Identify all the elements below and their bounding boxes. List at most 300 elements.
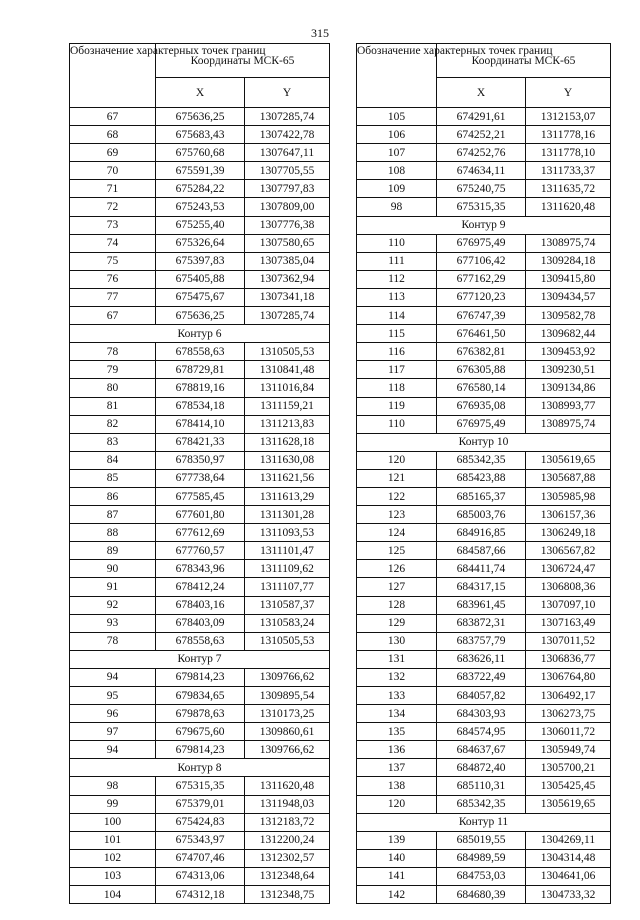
y-coordinate-cell: 1307163,49	[526, 614, 611, 632]
coordinates-header: Координаты МСК-65	[437, 44, 611, 78]
point-number-cell: 87	[70, 506, 156, 524]
x-coordinate-cell: 679834,65	[156, 687, 245, 705]
x-coordinate-cell: 685342,35	[437, 795, 526, 813]
y-coordinate-cell: 1308993,77	[526, 397, 611, 415]
x-coordinate-cell: 684680,39	[437, 886, 526, 904]
x-coordinate-cell: 675636,25	[156, 307, 245, 325]
table-body-left	[70, 108, 330, 904]
table-row	[70, 307, 330, 325]
x-coordinate-cell: 684057,82	[437, 687, 526, 705]
point-number-cell: 119	[357, 397, 437, 415]
contour-row	[70, 325, 330, 343]
x-coordinate-cell: 684753,03	[437, 867, 526, 885]
y-coordinate-cell: 1311948,03	[245, 795, 330, 813]
point-number-cell: 102	[70, 849, 156, 867]
table-row	[70, 234, 330, 252]
table-row	[70, 216, 330, 234]
table-row	[70, 813, 330, 831]
point-number-cell: 112	[357, 270, 437, 288]
y-coordinate-cell: 1311101,47	[245, 542, 330, 560]
point-number-cell: 128	[357, 596, 437, 614]
point-number-cell: 95	[70, 687, 156, 705]
y-coordinate-cell: 1306157,36	[526, 506, 611, 524]
x-coordinate-cell: 675424,83	[156, 813, 245, 831]
table-row	[357, 687, 611, 705]
y-coordinate-cell: 1307647,11	[245, 144, 330, 162]
point-designation-header: Обозначение характерных точек границ	[70, 44, 156, 108]
table-row	[357, 252, 611, 270]
point-number-cell: 107	[357, 144, 437, 162]
table-row	[357, 397, 611, 415]
y-coordinate-cell: 1309453,92	[526, 343, 611, 361]
point-number-cell: 117	[357, 361, 437, 379]
x-coordinate-cell: 674291,61	[437, 108, 526, 126]
y-coordinate-cell: 1311778,10	[526, 144, 611, 162]
y-coordinate-cell: 1309434,57	[526, 288, 611, 306]
x-coordinate-cell: 678403,16	[156, 596, 245, 614]
point-number-cell: 139	[357, 831, 437, 849]
contour-label: Контур 9	[357, 216, 611, 234]
x-coordinate-cell: 685110,31	[437, 777, 526, 795]
y-coordinate-cell: 1310583,24	[245, 614, 330, 632]
x-coordinate-cell: 676461,50	[437, 325, 526, 343]
table-row	[70, 560, 330, 578]
point-number-cell: 81	[70, 397, 156, 415]
point-number-cell: 67	[70, 307, 156, 325]
table-row	[357, 270, 611, 288]
y-coordinate-cell: 1311109,62	[245, 560, 330, 578]
x-column-header: X	[156, 78, 245, 108]
table-row	[357, 343, 611, 361]
y-coordinate-cell: 1311613,29	[245, 487, 330, 505]
table-row	[357, 379, 611, 397]
table-row	[70, 867, 330, 885]
table-row	[357, 867, 611, 885]
x-coordinate-cell: 684872,40	[437, 759, 526, 777]
point-number-cell: 116	[357, 343, 437, 361]
y-coordinate-cell: 1307776,38	[245, 216, 330, 234]
x-coordinate-cell: 675326,64	[156, 234, 245, 252]
table-row	[357, 126, 611, 144]
contour-label: Контур 6	[70, 325, 330, 343]
point-number-cell: 111	[357, 252, 437, 270]
x-coordinate-cell: 677120,23	[437, 288, 526, 306]
y-coordinate-cell: 1311016,84	[245, 379, 330, 397]
table-row	[70, 524, 330, 542]
y-coordinate-cell: 1307385,04	[245, 252, 330, 270]
y-column-header: Y	[245, 78, 330, 108]
x-coordinate-cell: 676747,39	[437, 307, 526, 325]
y-coordinate-cell: 1312348,75	[245, 886, 330, 904]
y-coordinate-cell: 1311093,53	[245, 524, 330, 542]
point-number-cell: 88	[70, 524, 156, 542]
y-coordinate-cell: 1312200,24	[245, 831, 330, 849]
contour-label: Контур 7	[70, 650, 330, 668]
table-row	[357, 849, 611, 867]
table-row	[357, 723, 611, 741]
y-coordinate-cell: 1305949,74	[526, 741, 611, 759]
y-coordinate-cell: 1307809,00	[245, 198, 330, 216]
point-number-cell: 78	[70, 632, 156, 650]
y-coordinate-cell: 1307341,18	[245, 288, 330, 306]
y-coordinate-cell: 1309230,51	[526, 361, 611, 379]
x-coordinate-cell: 676975,49	[437, 234, 526, 252]
table-row	[357, 886, 611, 904]
table-row	[357, 614, 611, 632]
point-number-cell: 125	[357, 542, 437, 560]
point-number-cell: 130	[357, 632, 437, 650]
table-row	[70, 469, 330, 487]
point-number-cell: 121	[357, 469, 437, 487]
coordinates-table-right	[356, 43, 611, 904]
table-row	[70, 831, 330, 849]
point-number-cell: 80	[70, 379, 156, 397]
point-number-cell: 92	[70, 596, 156, 614]
y-coordinate-cell: 1309766,62	[245, 668, 330, 686]
point-number-cell: 141	[357, 867, 437, 885]
table-row	[357, 108, 611, 126]
table-row	[70, 542, 330, 560]
table-row	[70, 886, 330, 904]
y-coordinate-cell: 1306249,18	[526, 524, 611, 542]
table-row	[357, 741, 611, 759]
x-coordinate-cell: 675243,53	[156, 198, 245, 216]
x-coordinate-cell: 678350,97	[156, 451, 245, 469]
x-coordinate-cell: 675683,43	[156, 126, 245, 144]
x-coordinate-cell: 683757,79	[437, 632, 526, 650]
point-number-cell: 97	[70, 723, 156, 741]
table-row	[70, 849, 330, 867]
point-number-cell: 113	[357, 288, 437, 306]
x-coordinate-cell: 684303,93	[437, 705, 526, 723]
x-coordinate-cell: 683872,31	[437, 614, 526, 632]
x-coordinate-cell: 675397,83	[156, 252, 245, 270]
y-coordinate-cell: 1311159,21	[245, 397, 330, 415]
point-number-cell: 131	[357, 650, 437, 668]
y-coordinate-cell: 1311301,28	[245, 506, 330, 524]
page-number: 315	[311, 26, 329, 40]
y-coordinate-cell: 1309582,78	[526, 307, 611, 325]
table-row	[357, 451, 611, 469]
y-coordinate-cell: 1304314,48	[526, 849, 611, 867]
y-coordinate-cell: 1307580,65	[245, 234, 330, 252]
point-number-cell: 138	[357, 777, 437, 795]
y-coordinate-cell: 1305700,21	[526, 759, 611, 777]
point-number-cell: 137	[357, 759, 437, 777]
x-coordinate-cell: 675255,40	[156, 216, 245, 234]
point-number-cell: 108	[357, 162, 437, 180]
point-number-cell: 109	[357, 180, 437, 198]
x-coordinate-cell: 679814,23	[156, 668, 245, 686]
y-coordinate-cell: 1307705,55	[245, 162, 330, 180]
y-coordinate-cell: 1310505,53	[245, 632, 330, 650]
x-coordinate-cell: 675405,88	[156, 270, 245, 288]
x-coordinate-cell: 679814,23	[156, 741, 245, 759]
table-row	[357, 469, 611, 487]
point-number-cell: 103	[70, 867, 156, 885]
x-coordinate-cell: 677601,80	[156, 506, 245, 524]
y-coordinate-cell: 1312183,72	[245, 813, 330, 831]
x-coordinate-cell: 674313,06	[156, 867, 245, 885]
table-row	[70, 397, 330, 415]
point-number-cell: 70	[70, 162, 156, 180]
point-number-cell: 136	[357, 741, 437, 759]
table-row	[70, 180, 330, 198]
y-coordinate-cell: 1306808,36	[526, 578, 611, 596]
point-number-cell: 132	[357, 668, 437, 686]
x-coordinate-cell: 675315,35	[156, 777, 245, 795]
x-coordinate-cell: 674707,46	[156, 849, 245, 867]
y-coordinate-cell: 1311621,56	[245, 469, 330, 487]
x-coordinate-cell: 674312,18	[156, 886, 245, 904]
table-row	[357, 705, 611, 723]
x-column-header: X	[437, 78, 526, 108]
y-coordinate-cell: 1305425,45	[526, 777, 611, 795]
y-coordinate-cell: 1304733,32	[526, 886, 611, 904]
table-body-right	[357, 108, 611, 904]
x-coordinate-cell: 675315,35	[437, 198, 526, 216]
table-row	[357, 325, 611, 343]
point-number-cell: 100	[70, 813, 156, 831]
x-coordinate-cell: 675760,68	[156, 144, 245, 162]
x-coordinate-cell: 684587,66	[437, 542, 526, 560]
table-row	[70, 361, 330, 379]
table-row	[70, 705, 330, 723]
table-row	[357, 759, 611, 777]
y-coordinate-cell: 1311620,48	[526, 198, 611, 216]
point-number-cell: 86	[70, 487, 156, 505]
point-number-cell: 127	[357, 578, 437, 596]
table-row	[70, 433, 330, 451]
x-coordinate-cell: 678343,96	[156, 560, 245, 578]
y-coordinate-cell: 1310173,25	[245, 705, 330, 723]
y-coordinate-cell: 1307011,52	[526, 632, 611, 650]
point-number-cell: 142	[357, 886, 437, 904]
table-row	[70, 451, 330, 469]
table-row	[70, 144, 330, 162]
y-coordinate-cell: 1307362,94	[245, 270, 330, 288]
x-coordinate-cell: 684317,15	[437, 578, 526, 596]
x-coordinate-cell: 677612,69	[156, 524, 245, 542]
table-row	[357, 795, 611, 813]
x-coordinate-cell: 683722,49	[437, 668, 526, 686]
point-number-cell: 69	[70, 144, 156, 162]
point-number-cell: 135	[357, 723, 437, 741]
point-number-cell: 94	[70, 741, 156, 759]
point-number-cell: 122	[357, 487, 437, 505]
x-coordinate-cell: 676935,08	[437, 397, 526, 415]
x-coordinate-cell: 679878,63	[156, 705, 245, 723]
x-coordinate-cell: 676975,49	[437, 415, 526, 433]
table-row	[357, 288, 611, 306]
point-number-cell: 77	[70, 288, 156, 306]
x-coordinate-cell: 684989,59	[437, 849, 526, 867]
table-row	[357, 524, 611, 542]
y-coordinate-cell: 1309682,44	[526, 325, 611, 343]
table-row	[70, 198, 330, 216]
y-coordinate-cell: 1312348,64	[245, 867, 330, 885]
y-coordinate-cell: 1308975,74	[526, 415, 611, 433]
y-coordinate-cell: 1305687,88	[526, 469, 611, 487]
table-row	[357, 415, 611, 433]
x-coordinate-cell: 676580,14	[437, 379, 526, 397]
y-coordinate-cell: 1304269,11	[526, 831, 611, 849]
x-coordinate-cell: 677162,29	[437, 270, 526, 288]
contour-row	[357, 433, 611, 451]
y-coordinate-cell: 1310505,53	[245, 343, 330, 361]
table-row	[357, 506, 611, 524]
y-coordinate-cell: 1309415,80	[526, 270, 611, 288]
y-coordinate-cell: 1306764,80	[526, 668, 611, 686]
contour-row	[357, 216, 611, 234]
point-number-cell: 82	[70, 415, 156, 433]
table-row	[357, 307, 611, 325]
point-number-cell: 67	[70, 108, 156, 126]
point-number-cell: 79	[70, 361, 156, 379]
table-row	[70, 415, 330, 433]
table-row	[70, 777, 330, 795]
y-coordinate-cell: 1311778,16	[526, 126, 611, 144]
table-row	[70, 126, 330, 144]
y-coordinate-cell: 1306492,17	[526, 687, 611, 705]
point-number-cell: 76	[70, 270, 156, 288]
table-row	[70, 252, 330, 270]
point-number-cell: 75	[70, 252, 156, 270]
x-coordinate-cell: 684411,74	[437, 560, 526, 578]
table-row	[357, 487, 611, 505]
x-coordinate-cell: 675475,67	[156, 288, 245, 306]
x-coordinate-cell: 677106,42	[437, 252, 526, 270]
table-row	[70, 741, 330, 759]
y-coordinate-cell: 1310841,48	[245, 361, 330, 379]
y-coordinate-cell: 1312302,57	[245, 849, 330, 867]
table-row	[70, 632, 330, 650]
x-coordinate-cell: 676305,88	[437, 361, 526, 379]
x-coordinate-cell: 684637,67	[437, 741, 526, 759]
point-number-cell: 140	[357, 849, 437, 867]
x-coordinate-cell: 678534,18	[156, 397, 245, 415]
table-row	[357, 180, 611, 198]
y-coordinate-cell: 1306724,47	[526, 560, 611, 578]
x-coordinate-cell: 674634,11	[437, 162, 526, 180]
point-number-cell: 123	[357, 506, 437, 524]
y-coordinate-cell: 1311213,83	[245, 415, 330, 433]
contour-label: Контур 10	[357, 433, 611, 451]
y-coordinate-cell: 1305619,65	[526, 451, 611, 469]
y-coordinate-cell: 1305985,98	[526, 487, 611, 505]
point-number-cell: 106	[357, 126, 437, 144]
y-coordinate-cell: 1304641,06	[526, 867, 611, 885]
coordinates-header: Координаты МСК-65	[156, 44, 330, 78]
x-coordinate-cell: 675240,75	[437, 180, 526, 198]
table-row	[357, 596, 611, 614]
y-column-header: Y	[526, 78, 611, 108]
table-row	[70, 578, 330, 596]
x-coordinate-cell: 678403,09	[156, 614, 245, 632]
x-coordinate-cell: 678819,16	[156, 379, 245, 397]
x-coordinate-cell: 675343,97	[156, 831, 245, 849]
point-number-cell: 129	[357, 614, 437, 632]
table-row	[357, 632, 611, 650]
table-row	[70, 270, 330, 288]
y-coordinate-cell: 1307285,74	[245, 307, 330, 325]
table-row	[357, 578, 611, 596]
y-coordinate-cell: 1307422,78	[245, 126, 330, 144]
point-number-cell: 89	[70, 542, 156, 560]
x-coordinate-cell: 683961,45	[437, 596, 526, 614]
x-coordinate-cell: 684574,95	[437, 723, 526, 741]
point-number-cell: 84	[70, 451, 156, 469]
point-number-cell: 120	[357, 795, 437, 813]
x-coordinate-cell: 683626,11	[437, 650, 526, 668]
x-coordinate-cell: 677585,45	[156, 487, 245, 505]
point-number-cell: 133	[357, 687, 437, 705]
y-coordinate-cell: 1307285,74	[245, 108, 330, 126]
x-coordinate-cell: 677760,57	[156, 542, 245, 560]
point-number-cell: 134	[357, 705, 437, 723]
y-coordinate-cell: 1307797,83	[245, 180, 330, 198]
x-coordinate-cell: 678558,63	[156, 632, 245, 650]
y-coordinate-cell: 1306567,82	[526, 542, 611, 560]
x-coordinate-cell: 678414,10	[156, 415, 245, 433]
point-number-cell: 83	[70, 433, 156, 451]
y-coordinate-cell: 1311635,72	[526, 180, 611, 198]
table-row	[70, 288, 330, 306]
point-number-cell: 99	[70, 795, 156, 813]
y-coordinate-cell: 1306011,72	[526, 723, 611, 741]
y-coordinate-cell: 1311630,08	[245, 451, 330, 469]
x-coordinate-cell: 685003,76	[437, 506, 526, 524]
x-coordinate-cell: 675591,39	[156, 162, 245, 180]
y-coordinate-cell: 1309860,61	[245, 723, 330, 741]
point-number-cell: 74	[70, 234, 156, 252]
x-coordinate-cell: 678729,81	[156, 361, 245, 379]
coordinates-table-left	[69, 43, 330, 904]
point-number-cell: 90	[70, 560, 156, 578]
point-number-cell: 124	[357, 524, 437, 542]
x-coordinate-cell: 679675,60	[156, 723, 245, 741]
point-number-cell: 110	[357, 234, 437, 252]
x-coordinate-cell: 685019,55	[437, 831, 526, 849]
point-number-cell: 93	[70, 614, 156, 632]
point-number-cell: 101	[70, 831, 156, 849]
contour-label: Контур 11	[357, 813, 611, 831]
table-row	[70, 668, 330, 686]
y-coordinate-cell: 1305619,65	[526, 795, 611, 813]
table-row	[357, 234, 611, 252]
y-coordinate-cell: 1311107,77	[245, 578, 330, 596]
table-row	[70, 614, 330, 632]
x-coordinate-cell: 685342,35	[437, 451, 526, 469]
table-row	[70, 795, 330, 813]
point-number-cell: 114	[357, 307, 437, 325]
point-number-cell: 98	[70, 777, 156, 795]
point-number-cell: 78	[70, 343, 156, 361]
table-row	[70, 108, 330, 126]
y-coordinate-cell: 1311620,48	[245, 777, 330, 795]
table-row	[70, 506, 330, 524]
point-number-cell: 68	[70, 126, 156, 144]
table-row	[357, 144, 611, 162]
table-row	[357, 650, 611, 668]
y-coordinate-cell: 1311733,37	[526, 162, 611, 180]
point-designation-header: Обозначение характерных точек границ	[357, 44, 437, 108]
point-number-cell: 120	[357, 451, 437, 469]
y-coordinate-cell: 1306273,75	[526, 705, 611, 723]
table-row	[357, 542, 611, 560]
x-coordinate-cell: 678412,24	[156, 578, 245, 596]
table-row	[70, 723, 330, 741]
